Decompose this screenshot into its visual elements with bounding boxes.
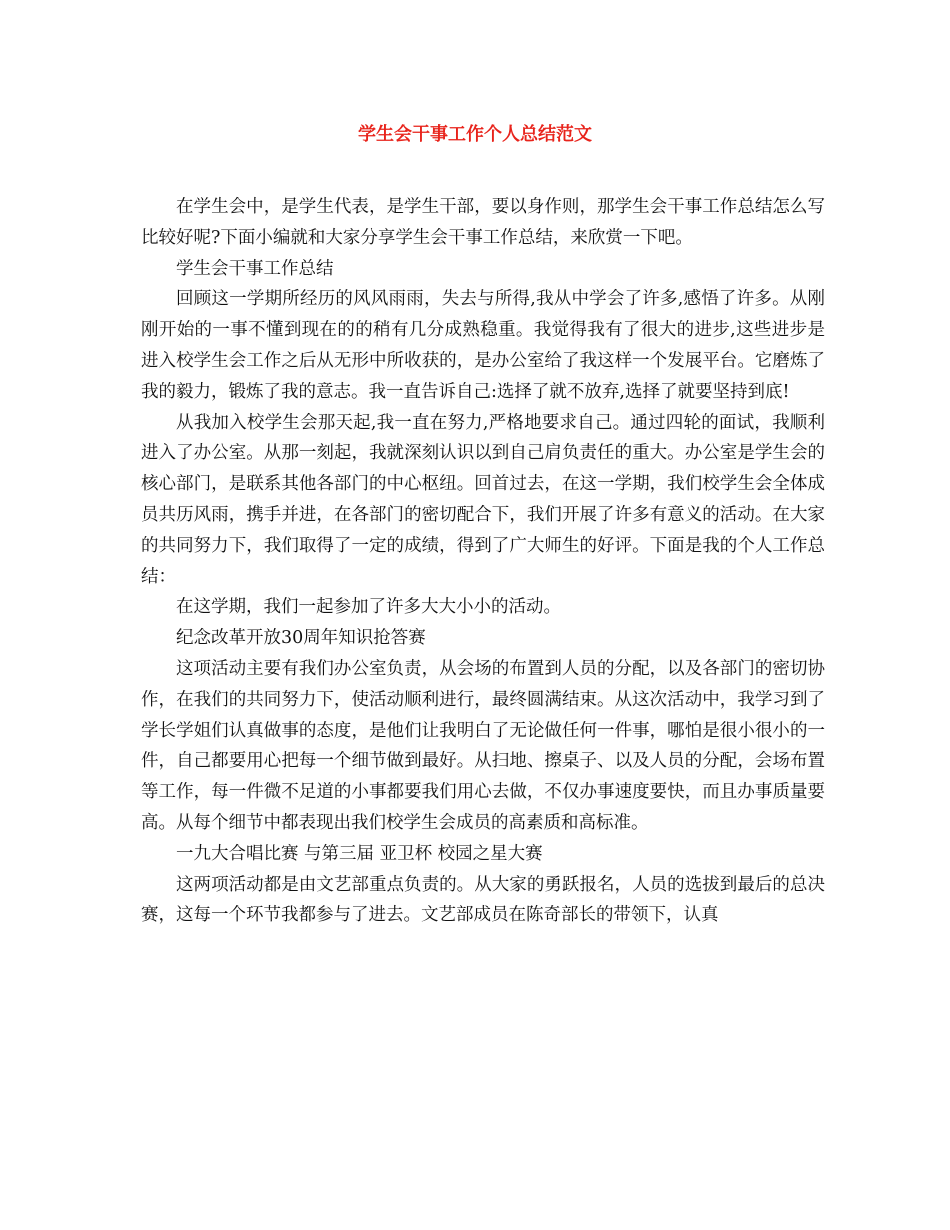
paragraph-joining: 从我加入校学生会那天起,我一直在努力,严格地要求自己。通过四轮的面试，我顺利进入了办公室。从那一刻起，我就深刻认识以到自己肩负责任的重大。办公室是学生会的核心部门，是联系其他各部门的中心枢纽。回首过去，在这一学期，我们校学生会全体成员共历风雨，携手并进，在各部门的密切配合下，我们开展了许多有意义的活动。在大家的共同努力下，我们取得了一定的成绩，得到了广大师生的好评。下面是我的个人工作总结： bbox=[141, 412, 825, 587]
paragraph-quiz-detail: 这项活动主要有我们办公室负责，从会场的布置到人员的分配，以及各部门的密切协作，在我们的共同努力下，使活动顺利进行，最终圆满结束。从这次活动中，我学习到了学长学姐们认真做事的态度，是他们让我明白了无论做任何一件事，哪怕是很小很小的一件，自己都要用心把每一个细节做到最好。从扫地、擦桌子、以及人员的分配，会场布置等工作，每一件微不足道的小事都要我们用心去做，不仅办事速度要快，而且办事质量要高。从每个细节中都表现出我们校学生会成员的高素质和高标准。 bbox=[141, 658, 825, 833]
paragraph-heading-summary: 学生会干事工作总结 bbox=[176, 258, 334, 279]
paragraph-activities: 在这学期，我们一起参加了许多大大小小的活动。 bbox=[176, 597, 561, 618]
paragraph-review: 回顾这一学期所经历的风风雨雨，失去与所得,我从中学会了许多,感悟了许多。从刚刚开始的一事不懂到现在的的稍有几分成熟稳重。我觉得我有了很大的进步,这些进步是进入校学生会工作之后从无形中所收获的，是办公室给了我这样一个发展平台。它磨炼了我的毅力，锻炼了我的意志。我一直告诉自己:选择了就不放弃,选择了就要坚持到底! bbox=[141, 289, 825, 402]
document-body bbox=[141, 192, 825, 931]
paragraph-intro: 在学生会中，是学生代表，是学生干部，要以身作则，那学生会干事工作总结怎么写比较好呢?下面小编就和大家分享学生会干事工作总结，来欣赏一下吧。 bbox=[141, 197, 825, 248]
paragraph-heading-contest: 一九大合唱比赛 与第三届 亚卫杯 校园之星大赛 bbox=[176, 843, 543, 864]
paragraph-contest-detail: 这两项活动都是由文艺部重点负责的。从大家的勇跃报名，人员的选拔到最后的总决赛，这每一个环节我都参与了进去。文艺部成员在陈奇部长的带领下，认真 bbox=[141, 874, 825, 926]
document-title: 学生会干事工作个人总结范文 bbox=[358, 124, 592, 145]
paragraph-heading-quiz: 纪念改革开放30周年知识抢答赛 bbox=[176, 628, 426, 649]
